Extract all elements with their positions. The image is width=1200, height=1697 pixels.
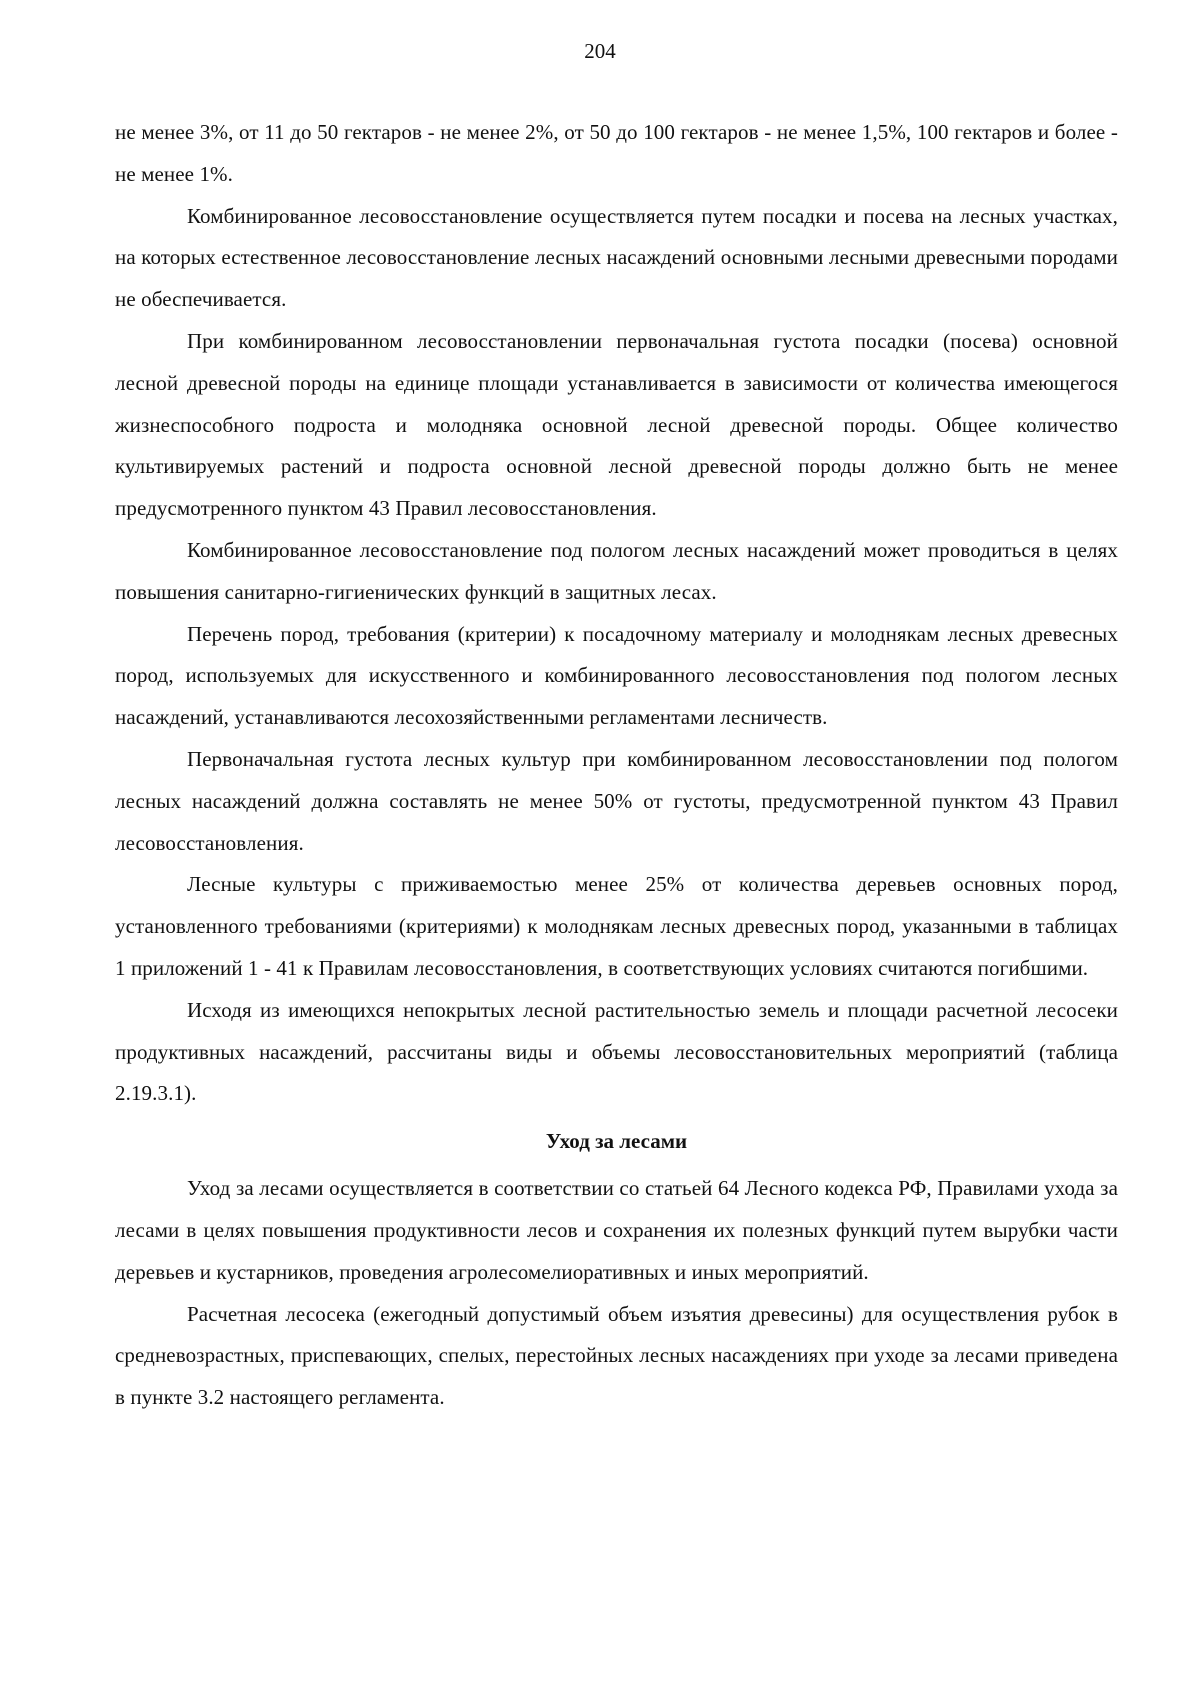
paragraph-species-list: Перечень пород, требования (критерии) к посадочному материалу и молоднякам лесных древесных пород, используемых для искусственного и комбинированного лесовосстановления под пологом лесных насаждений, устанавливаются лесохозяйственными регламентами лесничеств.: [115, 621, 1118, 730]
paragraph-under-canopy: Комбинированное лесовосстановление под пологом лесных насаждений может проводиться в целях повышения санитарно-гигиенических функций в защитных лесах.: [115, 537, 1118, 604]
paragraph-continuation: не менее 3%, от 11 до 50 гектаров - не менее 2%, от 50 до 100 гектаров - не менее 1,5%, 100 гектаров и более - не менее 1%.: [115, 120, 1118, 186]
paragraph-combined-reforestation: Комбинированное лесовосстановление осуществляется путем посадки и посева на лесных участках, на которых естественное лесовосстановление лесных насаждений основными лесными древесными породами не обеспечивается.: [115, 203, 1118, 312]
paragraph-forest-care: Уход за лесами осуществляется в соответствии со статьей 64 Лесного кодекса РФ, Правилами ухода за лесами в целях повышения продуктивности лесов и сохранения их полезных функций путем вырубки части деревьев и кустарников, проведения агролесомелиоративных и иных мероприятий.: [115, 1176, 1118, 1284]
paragraph-calculated-measures: Исходя из имеющихся непокрытых лесной растительностью земель и площади расчетной лесосеки продуктивных насаждений, рассчитаны виды и объемы лесовосстановительных мероприятий (таблица 2.19.3.1).: [115, 997, 1118, 1106]
paragraph-survival-rate: Лесные культуры с приживаемостью менее 25% от количества деревьев основных пород, установленного требованиями (критериями) к молоднякам лесных древесных пород, указанными в таблицах 1 приложений 1 - 41 к Правилам лесовосстановления, в соответствующих условиях считаются погибшими.: [115, 872, 1118, 980]
page-content: [115, 112, 1118, 1419]
section-heading: Уход за лесами: [545, 1129, 688, 1154]
paragraph-allowable-cut: Расчетная лесосека (ежегодный допустимый объем изъятия древесины) для осуществления рубок в средневозрастных, приспевающих, спелых, перестойных лесных насаждениях при уходе за лесами приведена в пункте 3.2 настоящего регламента.: [115, 1301, 1118, 1410]
paragraph-initial-density: При комбинированном лесовосстановлении первоначальная густота посадки (посева) основной лесной древесной породы на единице площади устанавливается в зависимости от количества имеющегося жизнеспособного подроста и молодняка основной лесной древесной породы. Общее количество культивируемых растений и подроста основной лесной древесной породы должно быть не менее предусмотренного пунктом 43 Правил лесовосстановления.: [115, 328, 1118, 521]
page-number: 204: [584, 39, 616, 63]
paragraph-culture-density: Первоначальная густота лесных культур при комбинированном лесовосстановлении под пологом лесных насаждений должна составлять не менее 50% от густоты, предусмотренной пунктом 43 Правил лесовосстановления.: [115, 746, 1118, 855]
